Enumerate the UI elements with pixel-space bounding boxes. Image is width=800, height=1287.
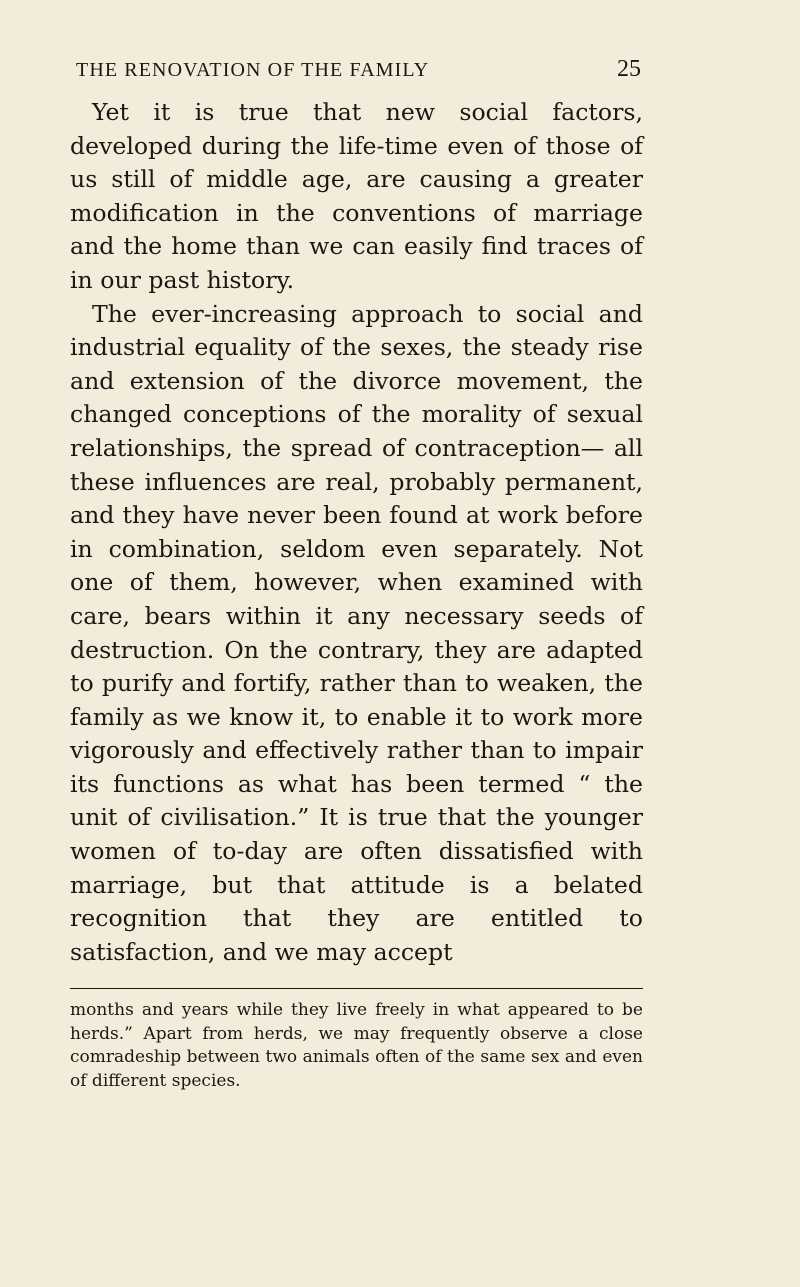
footnote-rule — [70, 988, 643, 989]
running-head — [70, 56, 643, 96]
paragraph-1: Yet it is true that new social factors, developed during the life-time even of those of us still of middle age, are causing a greater modification in the conventions of marriage and the home than we can easily find traces of in our past history. — [70, 98, 643, 294]
footnote: months and years while they live freely in what appeared to be herds.” Apart from herds, we may frequently observe a close comradeship between two animals often of the same sex and even of different species. — [70, 1000, 643, 1091]
paragraph-2: The ever-increasing approach to social and industrial equality of the sexes, the steady rise and extension of the divorce movement, the changed conceptions of the morality of sexual relationships, the spread of contraception— all these influences are real, probably permanent, and they have never been found at work before in combination, seldom even separately. Not one of them, however, when examined with care, bears within it any necessary seeds of destruction. On the contrary, they are adapted to purify and fortify, rather than to weaken, the family as we know it, to enable it to work more vigorously and effectively rather than to impair its functions as what has been termed “ the unit of civilisation.” It is true that the younger women of to-day are often dissatisfied with marriage, but that attitude is a belated recognition that they are entitled to satisfaction, and we may accept — [70, 299, 643, 966]
page-number: 25 — [617, 56, 641, 82]
body-text — [70, 96, 643, 969]
running-title: THE RENOVATION OF THE FAMILY — [76, 59, 430, 81]
book-page — [70, 56, 643, 1093]
